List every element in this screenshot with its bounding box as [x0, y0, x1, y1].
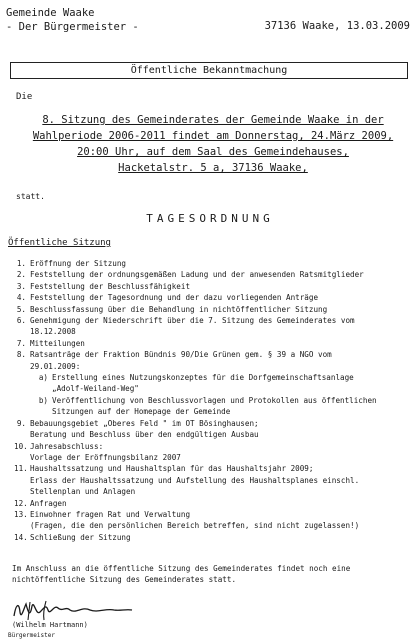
agenda-item — [14, 315, 414, 326]
item-text: Schließung der Sitzung — [30, 532, 131, 542]
agenda-item — [14, 258, 414, 269]
agenda-item — [14, 292, 414, 303]
mayor-title: - Der Bürgermeister - — [6, 21, 139, 33]
agenda-item — [14, 532, 414, 543]
agenda-item — [14, 441, 414, 452]
item-number: 1. — [16, 259, 26, 268]
item-text: Feststellung der Beschlussfähigkeit — [30, 281, 191, 291]
agenda-subitem — [38, 395, 414, 406]
item-text: Bebauungsgebiet „Oberes Feld " im OT Bösinghausen; — [30, 418, 259, 428]
item-continuation: Beratung und Beschluss über den endgültigen Ausbau — [30, 430, 259, 440]
item-text: Einwohner fragen Rat und Verwaltung — [30, 509, 191, 519]
item-continuation: Vorlage der Eröffnungsbilanz 2007 — [30, 452, 181, 462]
agenda-item — [14, 463, 414, 474]
item-text: Mitteilungen — [30, 338, 85, 348]
item-text: Anfragen — [30, 498, 67, 508]
item-text: Genehmigung der Niederschrift über die 7. Sitzung des Gemeinderates vom — [30, 316, 355, 326]
agenda-item — [14, 338, 414, 349]
place-date: 37136 Waake, 13.03.2009 — [264, 20, 410, 32]
closing-line-1: Im Anschluss an die öffentliche Sitzung des Gemeinderates findet noch eine — [12, 564, 351, 573]
session-announcement — [20, 112, 406, 176]
statt-word: statt. — [16, 192, 45, 201]
subitem-text: Erstellung eines Nutzungskonzeptes für die Dorfgemeinschaftsanlage — [52, 373, 354, 383]
subitem-letter: b) — [38, 395, 48, 405]
session-line-3: 20:00 Uhr, auf dem Saal des Gemeindehauses, — [77, 146, 349, 158]
item-text: Feststellung der ordnungsgemäßen Ladung und der anwesenden Ratsmitglieder — [30, 270, 364, 280]
agenda-subitem — [38, 372, 414, 383]
item-number: 11. — [14, 464, 28, 474]
agenda-item — [14, 304, 414, 315]
subitem-text: Veröffentlichung von Beschlussvorlagen und Protokollen aus öffentlichen — [52, 395, 377, 405]
item-number: 10. — [14, 441, 28, 451]
subitem-continuation: Sitzungen auf der Homepage der Gemeinde — [52, 407, 231, 417]
agenda-item — [14, 281, 414, 292]
item-number: 12. — [14, 498, 28, 508]
item-number: 4. — [16, 293, 26, 303]
agenda-item — [14, 498, 414, 509]
item-continuation: Stellenplan und Anlagen — [30, 487, 136, 497]
item-continuation: Erlass der Haushaltssatzung und Aufstellung des Haushaltsplanes einschl. — [30, 475, 360, 485]
closing-line-2: nichtöffentliche Sitzung des Gemeinderates statt. — [12, 575, 237, 584]
letterhead — [6, 6, 139, 34]
item-continuation: (Fragen, die den persönlichen Bereich betreffen, sind nicht zugelassen!) — [30, 521, 360, 531]
item-continuation: 18.12.2008 — [30, 327, 76, 337]
item-number: 5. — [16, 304, 26, 314]
notice-title-box — [10, 62, 408, 79]
item-number: 3. — [16, 281, 26, 291]
item-number: 7. — [16, 338, 26, 348]
subitem-letter: a) — [38, 373, 48, 383]
item-text: Eröffnung der Sitzung — [30, 259, 127, 268]
session-line-2: Wahlperiode 2006-2011 findet am Donnerstag, 24.März 2009, — [32, 130, 394, 142]
notice-title: Öffentliche Bekanntmachung — [130, 65, 288, 76]
item-text: Beschlussfassung über die Behandlung in nichtöffentlicher Sitzung — [30, 304, 328, 314]
item-number: 6. — [16, 316, 26, 326]
agenda-title: TAGESORDNUNG — [146, 212, 274, 225]
session-line-1: 8. Sitzung des Gemeinderates der Gemeinde Waake in der — [42, 114, 384, 126]
item-text: Feststellung der Tagesordnung und der dazu vorliegenden Anträge — [30, 293, 319, 303]
signatory-role: Bürgermeister — [8, 632, 55, 639]
closing-note — [12, 563, 410, 585]
agenda-item — [14, 269, 414, 280]
session-line-4: Hacketalstr. 5 a, 37136 Waake, — [118, 162, 308, 174]
public-session-label: Öffentliche Sitzung — [8, 238, 111, 248]
signatory-name: (Wilhelm Hartmann) — [12, 621, 88, 629]
item-text: Haushaltssatzung und Haushaltsplan für das Haushaltsjahr 2009; — [30, 464, 314, 474]
item-text: Jahresabschluss: — [30, 441, 104, 451]
item-number: 2. — [16, 270, 26, 280]
agenda-item — [14, 349, 414, 360]
subitem-continuation: „Adolf-Weiland-Weg" — [52, 384, 139, 394]
item-number: 8. — [16, 350, 26, 360]
agenda-item — [14, 418, 414, 429]
item-number: 13. — [14, 509, 28, 519]
intro-word: Die — [16, 92, 33, 102]
item-number: 9. — [16, 418, 26, 428]
item-text: Ratsanträge der Fraktion Bündnis 90/Die Grünen gem. § 39 a NGO vom — [30, 350, 332, 360]
municipality-name: Gemeinde Waake — [6, 7, 95, 19]
item-continuation: 29.01.2009: — [30, 361, 81, 371]
item-number: 14. — [14, 532, 28, 542]
agenda-item — [14, 509, 414, 520]
agenda-list — [14, 258, 414, 543]
